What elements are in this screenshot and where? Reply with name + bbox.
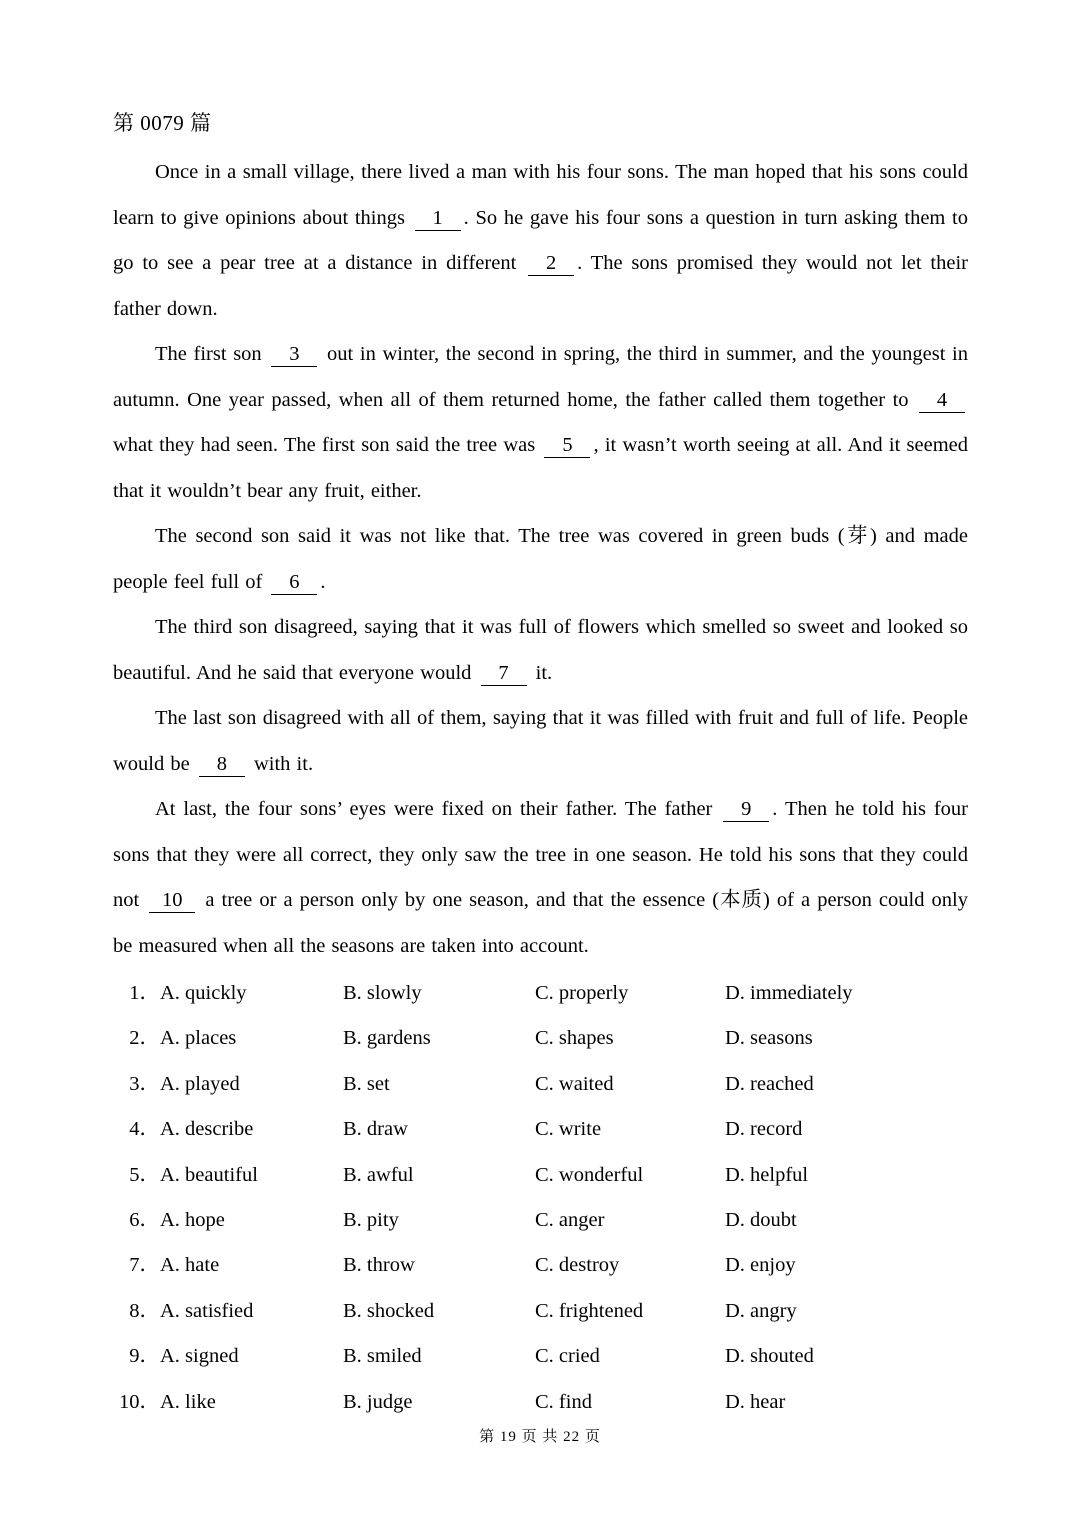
option-choice-b: B. gardens	[343, 1027, 431, 1050]
option-row-6	[113, 1198, 968, 1243]
option-row-3	[113, 1062, 968, 1107]
cloze-blank-3: 3	[271, 343, 317, 367]
option-choice-b: B. slowly	[343, 982, 422, 1004]
option-choice-b: B. judge	[343, 1390, 413, 1413]
option-row-2	[113, 1016, 968, 1061]
passage-paragraph: Once in a small village, there lived a man with his four sons. The man hoped that his sons could learn to give opinions about things 1 . So he gave his four sons a question in turn asking them to go to see a pear tree at a distance in different 2 . The sons promised they would not let their father down.	[113, 161, 968, 320]
option-number: 8．	[129, 1299, 160, 1322]
option-row-4	[113, 1107, 968, 1152]
option-choice-c: C. cried	[535, 1345, 600, 1368]
option-choice-c: C. wonderful	[535, 1163, 644, 1186]
option-choice-b: B. shocked	[343, 1299, 435, 1322]
option-number: 10．	[119, 1390, 160, 1413]
option-choice-a: A. like	[160, 1390, 216, 1413]
option-choice-a: A. satisfied	[160, 1299, 254, 1322]
option-number: 9．	[129, 1345, 160, 1368]
option-choice-b: B. smiled	[343, 1345, 422, 1368]
option-choice-d: D. hear	[725, 1390, 786, 1413]
option-choice-d: D. immediately	[725, 982, 853, 1004]
option-number: 3．	[129, 1072, 160, 1095]
option-number: 4．	[129, 1118, 160, 1141]
cloze-blank-6: 6	[271, 571, 317, 595]
option-choice-a: A. hate	[160, 1254, 220, 1277]
option-choice-c: C. frightened	[535, 1299, 644, 1322]
option-number: 7．	[129, 1254, 160, 1277]
option-choice-d: D. doubt	[725, 1209, 797, 1232]
option-choice-a: A. hope	[160, 1209, 225, 1232]
option-choice-a: A. quickly	[160, 982, 247, 1004]
option-choice-d: D. record	[725, 1118, 803, 1141]
option-choice-d: D. angry	[725, 1299, 797, 1322]
option-choice-c: C. find	[535, 1390, 592, 1413]
option-choice-a: A. describe	[160, 1118, 254, 1141]
option-choice-b: B. set	[343, 1072, 390, 1095]
cloze-blank-4: 4	[919, 389, 965, 413]
cloze-blank-10: 10	[149, 889, 195, 913]
option-row-5	[113, 1153, 968, 1198]
page-footer: 第 19 页 共 22 页	[479, 1429, 601, 1445]
option-choice-a: A. beautiful	[160, 1163, 258, 1186]
passage-paragraph: The second son said it was not like that. The tree was covered in green buds (芽) and made people feel full of 6 .	[113, 525, 968, 593]
option-choice-c: C. properly	[535, 982, 629, 1004]
cloze-blank-2: 2	[528, 252, 574, 276]
option-choice-b: B. awful	[343, 1163, 414, 1186]
option-choice-c: C. anger	[535, 1209, 605, 1232]
option-row-1	[113, 971, 968, 1016]
option-choice-c: C. waited	[535, 1072, 614, 1095]
option-row-8	[113, 1289, 968, 1334]
option-choice-b: B. throw	[343, 1254, 415, 1277]
cloze-blank-1: 1	[415, 207, 461, 231]
options-list	[113, 971, 968, 1425]
option-choice-d: D. reached	[725, 1072, 814, 1095]
cloze-blank-5: 5	[544, 434, 590, 458]
option-choice-c: C. destroy	[535, 1254, 620, 1277]
option-choice-a: A. signed	[160, 1345, 239, 1368]
option-choice-d: D. shouted	[725, 1345, 814, 1368]
page-title: 第 0079 篇	[113, 111, 212, 135]
option-row-9	[113, 1334, 968, 1379]
option-number: 2．	[129, 1027, 160, 1050]
option-choice-a: A. played	[160, 1072, 240, 1095]
option-choice-c: C. shapes	[535, 1027, 614, 1050]
option-number: 1．	[129, 982, 160, 1004]
cloze-blank-8: 8	[199, 753, 245, 777]
passage-paragraph: The first son 3 out in winter, the second in spring, the third in summer, and the youngest in autumn. One year passed, when all of them returned home, the father called them together to 4 what they had seen. The first son said the tree was 5 , it wasn’t worth seeing at all. And it seemed that it wouldn’t bear any fruit, either.	[113, 343, 969, 502]
option-choice-d: D. seasons	[725, 1027, 813, 1050]
option-choice-d: D. helpful	[725, 1163, 809, 1186]
option-choice-b: B. pity	[343, 1209, 399, 1232]
option-choice-c: C. write	[535, 1118, 602, 1141]
option-choice-d: D. enjoy	[725, 1254, 796, 1277]
option-row-7	[113, 1243, 968, 1288]
option-row-10	[113, 1380, 968, 1425]
passage-paragraph: The last son disagreed with all of them, saying that it was filled with fruit and full of life. People would be 8 with it.	[113, 707, 968, 775]
option-number: 5．	[129, 1163, 160, 1186]
cloze-blank-7: 7	[481, 662, 527, 686]
passage-paragraph: The third son disagreed, saying that it was full of flowers which smelled so sweet and looked so beautiful. And he said that everyone would 7 it.	[113, 616, 968, 684]
option-choice-b: B. draw	[343, 1118, 408, 1141]
passage	[113, 150, 968, 969]
option-number: 6．	[129, 1209, 160, 1232]
option-choice-a: A. places	[160, 1027, 237, 1050]
passage-paragraph: At last, the four sons’ eyes were fixed on their father. The father 9 . Then he told his four sons that they were all correct, they only saw the tree in one season. He told his sons that they could not 10 a tree or a person only by one season, and that the essence (本质) of a person could only be measured when all the seasons are taken into account.	[113, 798, 968, 957]
cloze-blank-9: 9	[723, 798, 769, 822]
